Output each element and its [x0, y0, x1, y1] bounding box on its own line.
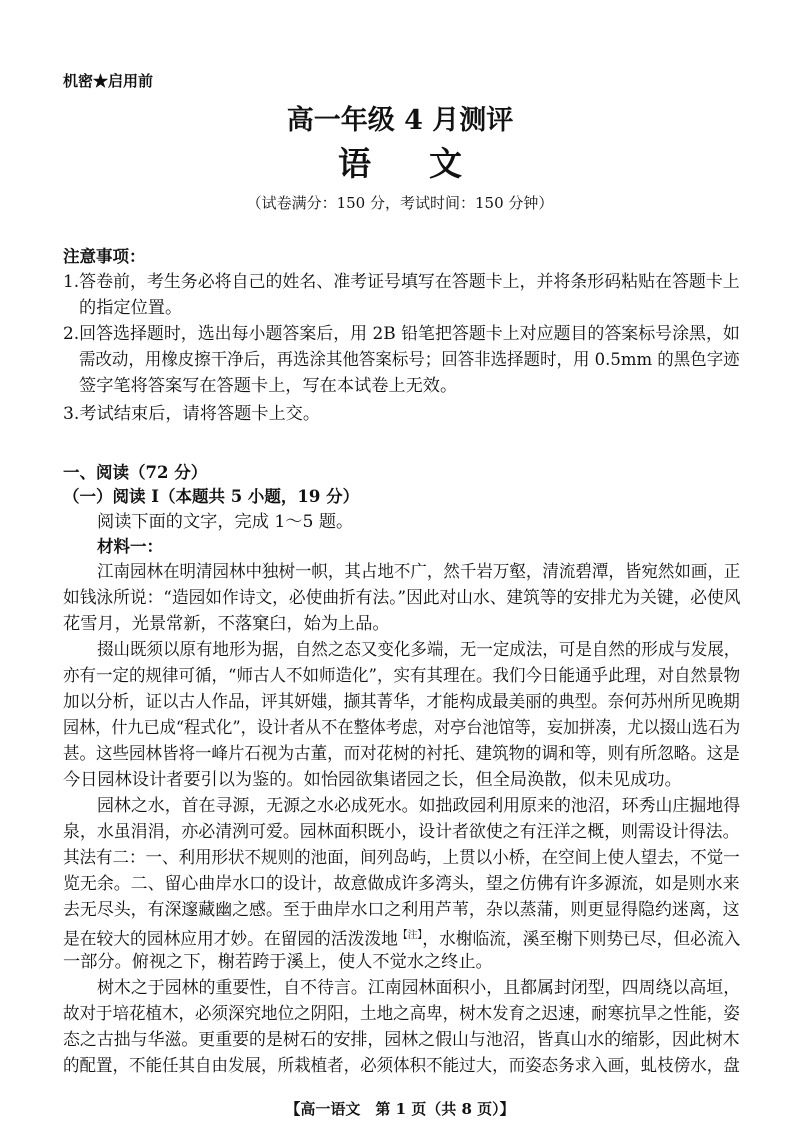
notes-line: 签字笔将答案写在答题卡上，写在本试卷上无效。: [79, 376, 458, 396]
footnote-marker: 【注】: [397, 930, 423, 941]
section-subheading: （一）阅读 Ⅰ（本题共 5 小题，19 分）: [63, 487, 360, 506]
section-heading: 一、阅读（72 分）: [63, 463, 208, 482]
body-line: 亦有一定的规律可循，“师古人不如师造化”，实有其理在。我们今日能通乎此理，对自然景物: [63, 666, 741, 686]
notes-line: 的指定位置。: [79, 298, 183, 318]
notes-line: 2.回答选择题时，选出每小题答案后，用 2B 铅笔把答题卡上对应题目的答案标号涂黑，如: [63, 324, 740, 344]
exam-info: （试卷满分：150 分，考试时间：150 分钟）: [246, 194, 554, 212]
body-line: 掇山既须以原有地形为据，自然之态又变化多端，无一定成法，可是自然的形成与发展，: [97, 640, 741, 660]
notes-line: 需改动，用橡皮擦干净后，再选涂其他答案标号；回答非选择题时，用 0.5mm 的黑色字迹: [79, 350, 740, 370]
body-line: 今日园林设计者要引以为鉴的。如怡园欲集诸园之长，但全局涣散，似未见成功。: [63, 770, 682, 790]
body-line: 的配置，不能任其自由发展，所栽植者，必须体积不能过大，而姿态务求入画，虬枝傍水，盘: [63, 1056, 740, 1076]
notes-line: 3.考试结束后，请将答题卡上交。: [63, 404, 321, 424]
page-footer: 【高一语文 第 1 页（共 8 页）】: [285, 1100, 515, 1118]
body-line: 去无尽头，有深邃藏幽之感。至于曲岸水口之利用芦苇，杂以蒸蒲，则更显得隐约迷离，这: [63, 900, 740, 920]
instruction: 阅读下面的文字，完成 1～5 题。: [97, 512, 354, 532]
subject-title: 语文: [338, 144, 520, 183]
exam-title: 高一年级 4 月测评: [286, 105, 514, 136]
body-line: 江南园林在明清园林中独树一帜，其占地不广，然千岩万壑，清流碧潭，皆宛然如画，正: [97, 562, 741, 582]
body-line: 态之古拙与华滋。更重要的是树石的安排，园林之假山与池沼，皆真山水的缩影，因此树木: [63, 1030, 740, 1050]
confidential-label: 机密★启用前: [63, 72, 154, 90]
body-line: 加以分析，证以古人作品，评其妍媸，撷其菁华，才能构成最美丽的典型。奈何苏州所见晚期: [63, 692, 740, 712]
body-line: 览无余。二、留心曲岸水口的设计，故意做成许多湾头，望之仿佛有许多源流，如是则水来: [63, 874, 740, 894]
notes-heading: 注意事项：: [63, 247, 146, 266]
body-line: 树木之于园林的重要性，自不待言。江南园林面积小，且都属封闭型，四周绕以高垣，: [97, 978, 741, 998]
body-line: 园林之水，首在寻源，无源之水必成死水。如拙政园利用原来的池沼，环秀山庄掘地得: [97, 796, 741, 816]
body-line: 一部分。俯视之下，榭若跨于溪上，使人不觉水之终止。: [63, 952, 493, 972]
body-line: 泉，水虽涓涓，亦必清洌可爱。园林面积既小，设计者欲使之有汪洋之概，则需设计得法。: [63, 822, 740, 842]
body-text: 是在较大的园林应用才妙。在留园的活泼泼地: [63, 929, 398, 950]
body-text: ，水榭临流，溪至榭下则势已尽，但必流入: [422, 929, 741, 950]
body-line: [63, 924, 740, 952]
body-line: 园林，什九已成“程式化”，设计者从不在整体考虑，对亭台池馆等，妄加拼凑，尤以掇山选石为: [63, 718, 741, 738]
body-line: 甚。这些园林皆将一峰片石视为古董，而对花树的衬托、建筑物的调和等，则有所忽略。这是: [63, 744, 740, 764]
material-label: 材料一：: [97, 537, 163, 556]
body-line: 花雪月，光景常新，不落窠臼，始为上品。: [63, 614, 390, 634]
notes-line: 1.答卷前，考生务必将自己的姓名、准考证号填写在答题卡上，并将条形码粘贴在答题卡上: [63, 272, 740, 292]
body-line: 其法有二：一、利用形状不规则的池面，间列岛屿，上贯以小桥，在空间上使人望去，不觉一: [63, 848, 740, 868]
body-line: 故对于培花植木，必须深究地位之阴阳，土地之高卑，树木发育之迟速，耐寒抗旱之性能，姿: [63, 1004, 740, 1024]
body-line: 如钱泳所说：“造园如作诗文，必使曲折有法。”因此对山水、建筑等的安排尤为关键，必使风: [63, 588, 741, 608]
